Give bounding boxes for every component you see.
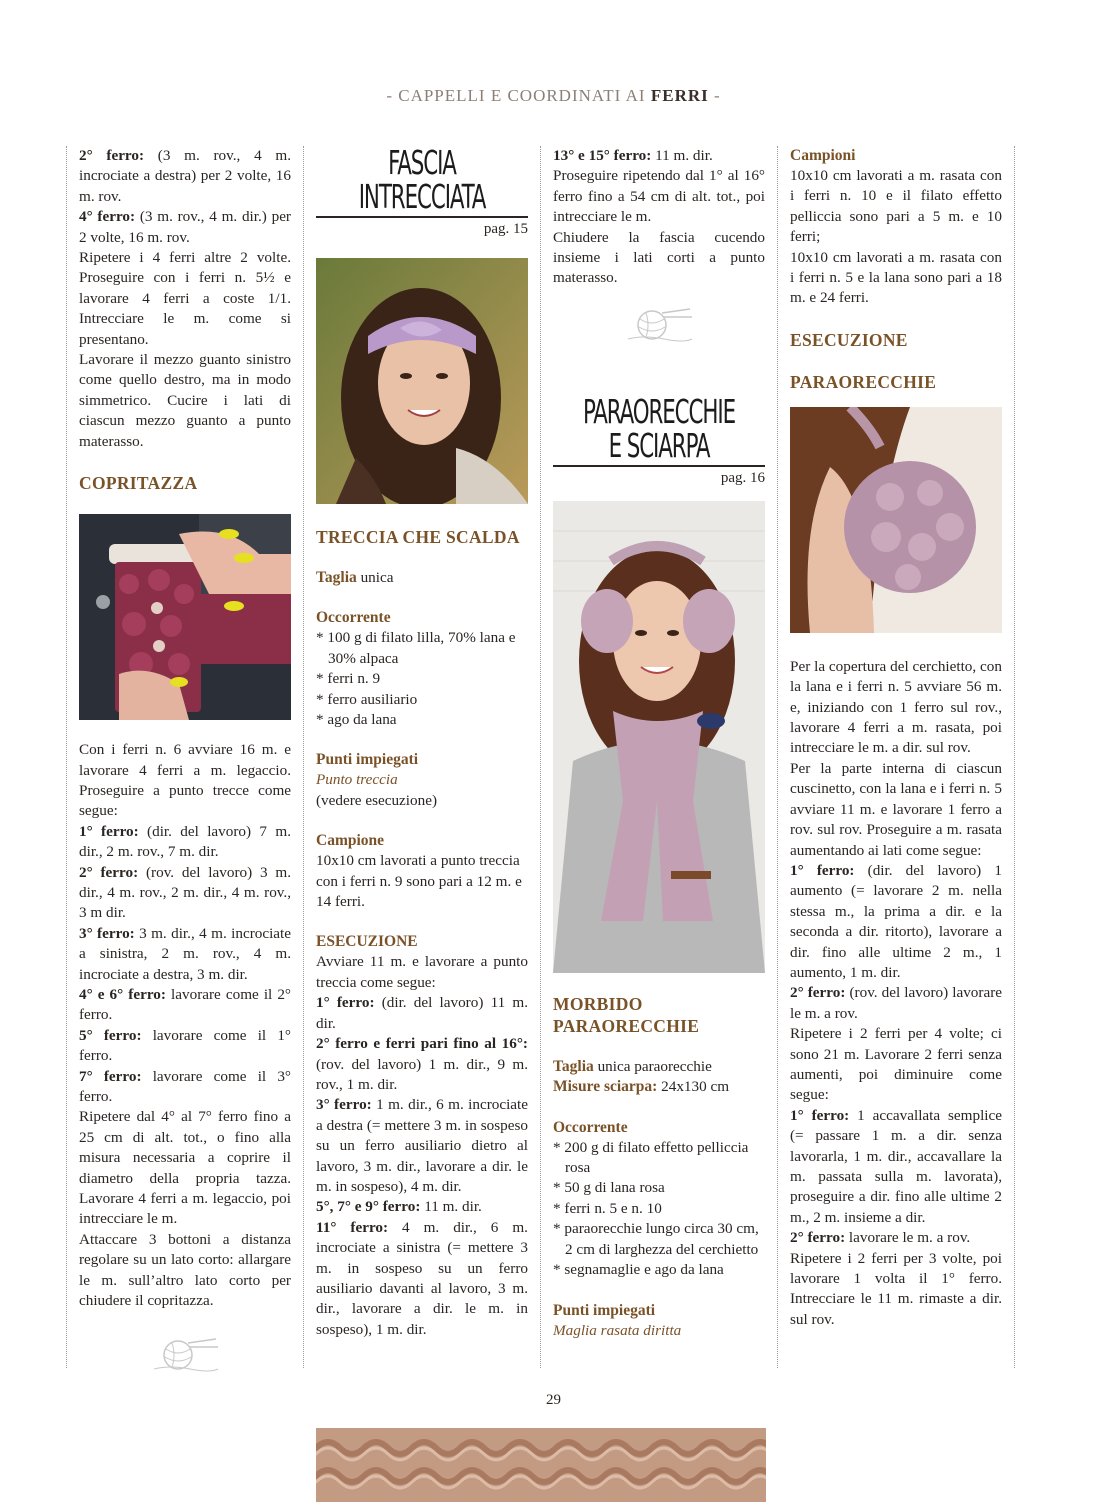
instruction-paragraph: Attaccare 3 bottoni a distanza regolare su un lato corto: allargare le m. sull’altro lato corto per chiudere il copritazza. [79,1230,291,1310]
column-3 [553,146,765,1370]
column-4 [790,146,1002,1370]
copritazza-instructions [79,740,291,1311]
instruction-paragraph: 5° ferro: lavorare come il 1° ferro. [79,1026,291,1065]
punti-heading: Punti impiegati [316,751,419,769]
instruction-step-label: 3° ferro: [316,1096,372,1114]
instruction-paragraph: Ripetere i 4 ferri altre 2 volte. Proseguire con i ferri n. 5½ e lavorare 4 ferri a coste 1/1. Intrecciare le m. come si presentano. [79,249,291,348]
instruction-step-label: 2° ferro: [79,863,139,881]
header-bold: FERRI [650,86,709,105]
instruction-step-label: 2° ferro: [79,147,145,164]
instruction-step-label: 2° ferro e ferri pari fino al 16°: [316,1035,528,1053]
instruction-paragraph: 3° ferro: 3 m. dir., 4 m. incrociate a sinistra, 2 m. rov., 4 m. incrociate a destra, 3 m. dir. [79,924,292,983]
instruction-paragraph: 2° ferro: (3 m. rov., 4 m. incrociate a destra) per 2 volte, 16 m. rov. [79,147,291,205]
instruction-paragraph: Con i ferri n. 6 avviare 16 m. e lavorare 4 ferri a m. legaccio. Proseguire a punto trecce come segue: [79,741,291,820]
instruction-step-label: 1° ferro: [79,822,139,840]
header-prefix: - CAPPELLI E COORDINATI AI [386,86,651,105]
instruction-paragraph: 4° ferro: (3 m. rov., 4 m. dir.) per 2 volte, 16 m. rov. [79,208,291,246]
instruction-paragraph: Ripetere i 2 ferri per 3 volte, poi lavorare 1 volta il 1° ferro. Intrecciare le 11 m. rimaste a dir. sul rov. [790,1249,1002,1328]
fascia-title-line2: INTRECCIATA [358,177,486,216]
instruction-paragraph: 2° ferro: (rov. del lavoro) 3 m. dir., 4 m. rov., 2 m. dir., 4 m. rov., 3 m dir. [79,863,291,922]
section-paraorecchie-heading: PARAORECCHIE [790,371,937,392]
list-item: * 100 g di filato lilla, 70% lana e 30% alpaca [316,629,516,667]
instruction-paragraph: Avviare 11 m. e lavorare a punto treccia come segue: [316,953,528,991]
mitten-instructions [79,146,291,452]
instruction-paragraph: 2° ferro: (rov. del lavoro) lavorare le m. a rov. [790,984,1002,1022]
instruction-step-label: 5°, 7° e 9° ferro: [316,1198,421,1216]
instruction-paragraph: 11° ferro: 4 m. dir., 6 m. incrociate a sinistra (= mettere 3 m. in sospeso su un ferro ausiliario davanti al lavoro, 3 m. dir., lavorare a dir. le m. in sospeso), 1 m. dir. [316,1218,528,1338]
list-item: * 50 g di lana rosa [553,1179,665,1197]
section-copritazza-heading: COPRITAZZA [79,473,198,494]
fascia-page-ref: pag. 15 [483,221,528,237]
instruction-step-label: 13° e 15° ferro: [553,147,652,164]
column-divider [303,146,304,1368]
section-morbido-line2: PARAORECCHIE [553,1015,700,1036]
fascia-title-line1: FASCIA [388,143,456,182]
instruction-step-label: 4° e 6° ferro: [79,985,166,1003]
instruction-step-label: 1° ferro: [316,994,375,1012]
instruction-step-label: 5° ferro: [79,1026,142,1044]
instruction-paragraph: Ripetere i 2 ferri per 4 volte; ci sono 21 m. Lavorare 2 ferri senza aumenti, poi diminuire come segue: [790,1025,1002,1104]
punti-heading: Punti impiegati [553,1301,656,1319]
header-suffix: - [708,86,721,105]
campioni-heading: Campioni [790,147,856,164]
paraorecchie-page-ref: pag. 16 [720,469,765,486]
section-esecuzione-heading: ESECUZIONE [790,329,908,350]
photo-fascia-intrecciata [316,258,528,504]
campione-heading: Campione [316,832,385,850]
paraorecchie-instructions [790,657,1002,1330]
instruction-paragraph: 3° ferro: 1 m. dir., 6 m. incrociate a destra (= mettere 3 m. in sospeso su un ferro ausiliario dietro al lavoro, 3 m. dir., lavorare a dir. le m. in sospeso), 4 m. dir. [316,1096,529,1195]
campioni-text-2: 10x10 cm lavorati a m. rasata con i ferri n. 5 e la lana sono pari a 18 m. e 24 ferri. [790,248,1002,307]
punti-note: (vedere esecuzione) [316,791,437,809]
instruction-paragraph: Per la parte interna di ciascun cuscinetto, con la lana e i ferri n. 5 avviare 11 m. e lavorare 1 ferro a rov. sul rov. Proseguire a m. rasata aumentando ai lati come segue: [790,759,1002,859]
occorrente-list [553,1138,765,1281]
instruction-step-label: 2° ferro: [790,1229,846,1247]
column-divider [66,146,67,1368]
paraorecchie-title-line1: PARAORECCHIE [582,391,736,431]
fascia-continuation [553,146,765,289]
column-divider [540,146,541,1368]
occorrente-list [316,628,528,730]
campioni-text-1: 10x10 cm lavorati a m. rasata con i ferri n. 10 e il filato effetto pelliccia sono pari a 5 m. e 10 ferri; [790,167,1002,246]
list-item: * 200 g di filato effetto pelliccia rosa [553,1138,749,1177]
list-item: * ferri n. 5 e n. 10 [553,1199,662,1217]
list-item: * ferri n. 9 [316,670,381,688]
instruction-paragraph: 5°, 7° e 9° ferro: 11 m. dir. [316,1198,482,1216]
instruction-paragraph: Ripetere dal 4° al 7° ferro fino a 25 cm di alt. tot., o fino alla misura necessaria a coprire il diametro della propria tazza. Lavorare 4 ferri a m. legaccio, poi intrecciare le m. [79,1108,291,1228]
occorrente-heading: Occorrente [553,1118,628,1136]
campione-text: 10x10 cm lavorati a punto treccia con i ferri n. 9 sono pari a 12 m. e 14 ferri. [316,852,522,911]
punti-value: Maglia rasata diritta [553,1321,682,1339]
taglia-line: Taglia unica paraorecchie [553,1057,712,1075]
list-item: * segnamaglie e ago da lana [553,1261,724,1279]
instruction-step-label: 11° ferro: [316,1218,389,1236]
punti-value: Punto treccia [316,771,398,789]
column-2 [316,143,529,1370]
instruction-paragraph: Lavorare il mezzo guanto sinistro come quello destro, ma in modo simmetrico. Cucire i lati di ciascun mezzo guanto a punto materasso. [79,351,291,450]
instruction-paragraph: 13° e 15° ferro: 11 m. dir. [553,147,713,164]
instruction-paragraph: Per la copertura del cerchietto, con la lana e i ferri n. 5 avviare 56 m. e, iniziando con 1 ferro sul rov., lavorare 4 ferri a m. rasata, poi intrecciare le m. a dir. sul rov. [790,657,1002,757]
section-treccia-heading: TRECCIA CHE SCALDA [316,527,520,547]
instruction-step-label: 2° ferro: [790,984,846,1002]
instruction-step-label: 4° ferro: [79,208,136,226]
running-header [0,86,1107,106]
list-item: * ago da lana [316,711,397,729]
esecuzione-instructions [316,952,528,1340]
column-1 [79,146,291,1370]
instruction-paragraph: Proseguire ripetendo dal 1° al 16° ferro fino a 54 cm di alt. tot., poi intrecciare le m. [553,167,765,226]
yarn-ball-icon [624,307,694,343]
instruction-step-label: 7° ferro: [79,1067,142,1085]
instruction-paragraph: Chiudere la fascia cucendo insieme i lati corti a punto materasso. [553,228,765,287]
title-rule [553,465,765,467]
yarn-ball-icon [150,1337,220,1373]
instruction-paragraph: 4° e 6° ferro: lavorare come il 2° ferro. [79,985,292,1024]
instruction-paragraph: 1° ferro: (dir. del lavoro) 11 m. dir. [316,994,528,1032]
occorrente-heading: Occorrente [316,609,391,627]
esecuzione-heading: ESECUZIONE [316,933,418,951]
photo-copritazza [79,514,291,720]
column-divider [777,146,778,1368]
misure-line: Misure sciarpa: 24x130 cm [553,1078,730,1096]
photo-paraorecchie-sciarpa [553,501,765,973]
column-divider [1014,146,1015,1368]
instruction-paragraph: 1° ferro: (dir. del lavoro) 1 aumento (= lavorare 2 m. nella stessa m., la prima a dir. e la seconda a dir. ritorto), lavorare a dir. fino alle ultime 2 m., 1 aumento, 1 m. dir. [790,861,1002,981]
instruction-step-label: 3° ferro: [79,924,135,942]
paraorecchie-title-line2: E SCIARPA [608,425,710,465]
instruction-paragraph: 2° ferro: lavorare le m. a rov. [790,1229,971,1247]
braid-texture-band [316,1428,766,1502]
instruction-paragraph: 2° ferro e ferri pari fino al 16°: (rov. del lavoro) 1 m. dir., 9 m. rov., 1 m. dir. [316,1035,528,1093]
photo-paraorecchie [790,407,1002,633]
instruction-paragraph: 1° ferro: (dir. del lavoro) 7 m. dir., 2 m. rov., 7 m. dir. [79,822,291,861]
section-morbido-line1: MORBIDO [553,993,643,1014]
title-rule [316,216,528,218]
taglia-line: Taglia unica [316,569,394,586]
instruction-step-label: 1° ferro: [790,861,855,879]
instruction-step-label: 1° ferro: [790,1106,850,1124]
list-item: * ferro ausiliario [316,690,418,708]
instruction-paragraph: 1° ferro: 1 accavallata semplice (= passare 1 m. a dir. senza lavorarla, 1 m. dir., accavallare la m. passata sulla m. lavorata), proseguire a dir. fino alle ultime 2 m., 2 m. insieme a dir. [790,1106,1003,1226]
list-item: * paraorecchie lungo circa 30 cm, 2 cm di larghezza del cerchietto [553,1220,759,1258]
page-number: 29 [546,1392,561,1408]
instruction-paragraph: 7° ferro: lavorare come il 3° ferro. [79,1067,291,1105]
